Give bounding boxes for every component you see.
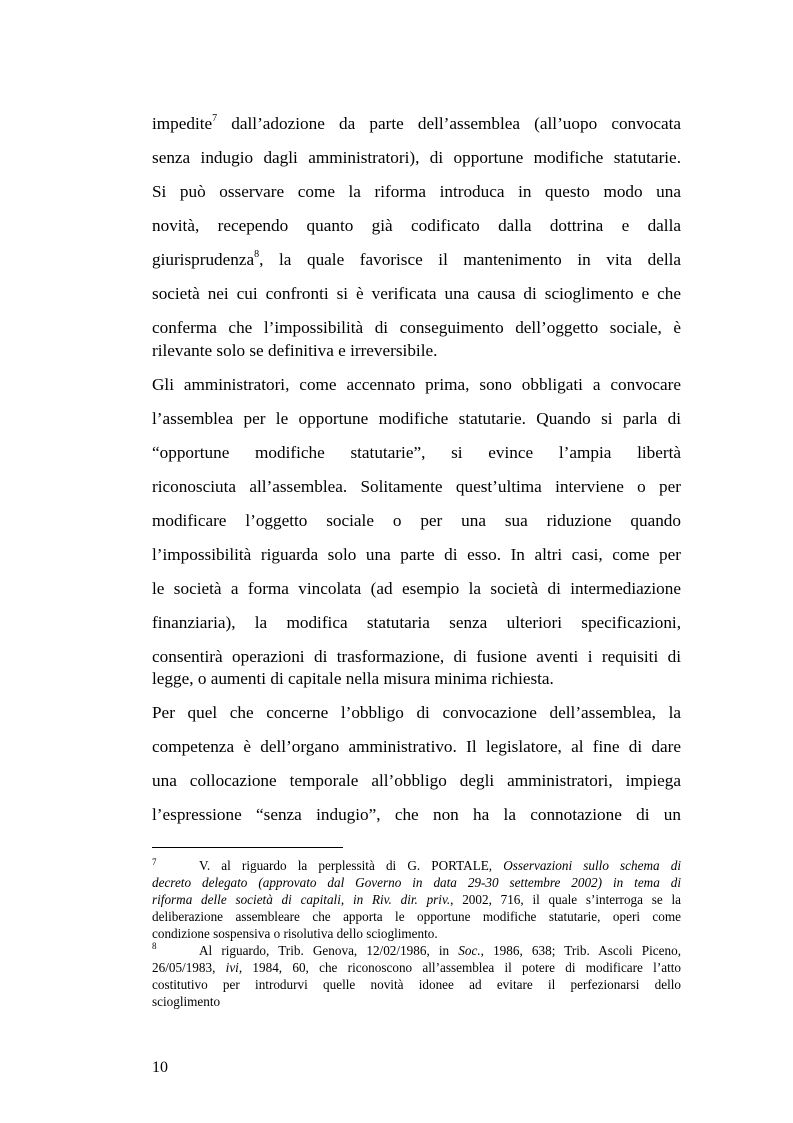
body-line-17: consentirà operazioni di trasformazione, di fusione aventi i requisiti di bbox=[152, 647, 681, 666]
footnote-ref-7[interactable]: 7 bbox=[212, 113, 218, 125]
footnote-7-line-1: V. al riguardo la perplessità di G. PORTALE, Osservazioni sullo schema di bbox=[199, 858, 682, 873]
body-line-9: Gli amministratori, come accennato prima, sono obbligati a convocare bbox=[152, 375, 681, 394]
body-line-20: competenza è dell’organo amministrativo. Il legislatore, al fine di dare bbox=[152, 737, 681, 756]
body-line-6: società nei cui confronti si è verificata una causa di scioglimento e che bbox=[152, 284, 681, 303]
page-number: 10 bbox=[152, 1059, 168, 1076]
body-line-18: legge, o aumenti di capitale nella misura minima richiesta. bbox=[152, 669, 554, 688]
footnote-7-line-3: riforma delle società di capitali, in Riv. dir. priv., 2002, 716, il quale s’interroga se la bbox=[152, 892, 681, 907]
footnote-8-line-1: Al riguardo, Trib. Genova, 12/02/1986, in Soc., 1986, 638; Trib. Ascoli Piceno, bbox=[199, 943, 681, 958]
body-line-22: l’espressione “senza indugio”, che non ha la connotazione di un bbox=[152, 805, 681, 824]
body-line-14: l’impossibilità riguarda solo una parte di esso. In altri casi, come per bbox=[152, 545, 681, 564]
footnote-separator bbox=[152, 847, 343, 848]
body-line-10: l’assemblea per le opportune modifiche statutarie. Quando si parla di bbox=[152, 409, 681, 428]
footnote-7-number: 7 bbox=[152, 857, 157, 867]
body-line-13: modificare l’oggetto sociale o per una sua riduzione quando bbox=[152, 511, 681, 530]
footnote-8-line-3: costitutivo per introdurvi quelle novità idonee ad evitare il perfezionarsi dello bbox=[152, 977, 681, 992]
footnote-ref-8[interactable]: 8 bbox=[254, 249, 260, 261]
footnote-8-line-4: scioglimento bbox=[152, 994, 221, 1009]
footnote-8-line-2: 26/05/1983, ivi, 1984, 60, che riconoscono all’assemblea il potere di modificare l’atto bbox=[152, 960, 681, 975]
body-line-16: finanziaria), la modifica statutaria senza ulteriori specificazioni, bbox=[152, 613, 681, 632]
body-line-5: giurisprudenza$^8$, la quale favorisce il mantenimento in vita della bbox=[152, 249, 681, 269]
body-line-15: le società a forma vincolata (ad esempio la società di intermediazione bbox=[152, 579, 681, 598]
body-line-7: conferma che l’impossibilità di conseguimento dell’oggetto sociale, è bbox=[152, 318, 681, 337]
body-line-8: rilevante solo se definitiva e irreversibile. bbox=[152, 341, 438, 360]
footnote-8-number: 8 bbox=[152, 941, 157, 951]
body-line-12: riconosciuta all’assemblea. Solitamente quest’ultima interviene o per bbox=[152, 477, 681, 496]
body-line-3: Si può osservare come la riforma introduca in questo modo una bbox=[152, 182, 681, 201]
body-line-4: novità, recependo quanto già codificato dalla dottrina e dalla bbox=[152, 216, 681, 235]
footnote-7-line-4: deliberazione assembleare che apporta le opportune modifiche statutarie, operi come bbox=[152, 909, 681, 924]
body-line-1: impedite$^7$ dall’adozione da parte dell’assemblea (all’uopo convocata bbox=[152, 113, 681, 133]
body-line-19: Per quel che concerne l’obbligo di convocazione dell’assemblea, la bbox=[152, 703, 681, 722]
body-line-11: “opportune modifiche statutarie”, si evince l’ampia libertà bbox=[152, 443, 681, 462]
footnote-7-line-5: condizione sospensiva o risolutiva dello scioglimento. bbox=[152, 926, 438, 941]
body-line-21: una collocazione temporale all’obbligo degli amministratori, impiega bbox=[152, 771, 681, 790]
body-line-2: senza indugio dagli amministratori), di opportune modifiche statutarie. bbox=[152, 148, 681, 167]
footnote-7-line-2: decreto delegato (approvato dal Governo in data 29-30 settembre 2002) in tema di bbox=[152, 875, 681, 890]
